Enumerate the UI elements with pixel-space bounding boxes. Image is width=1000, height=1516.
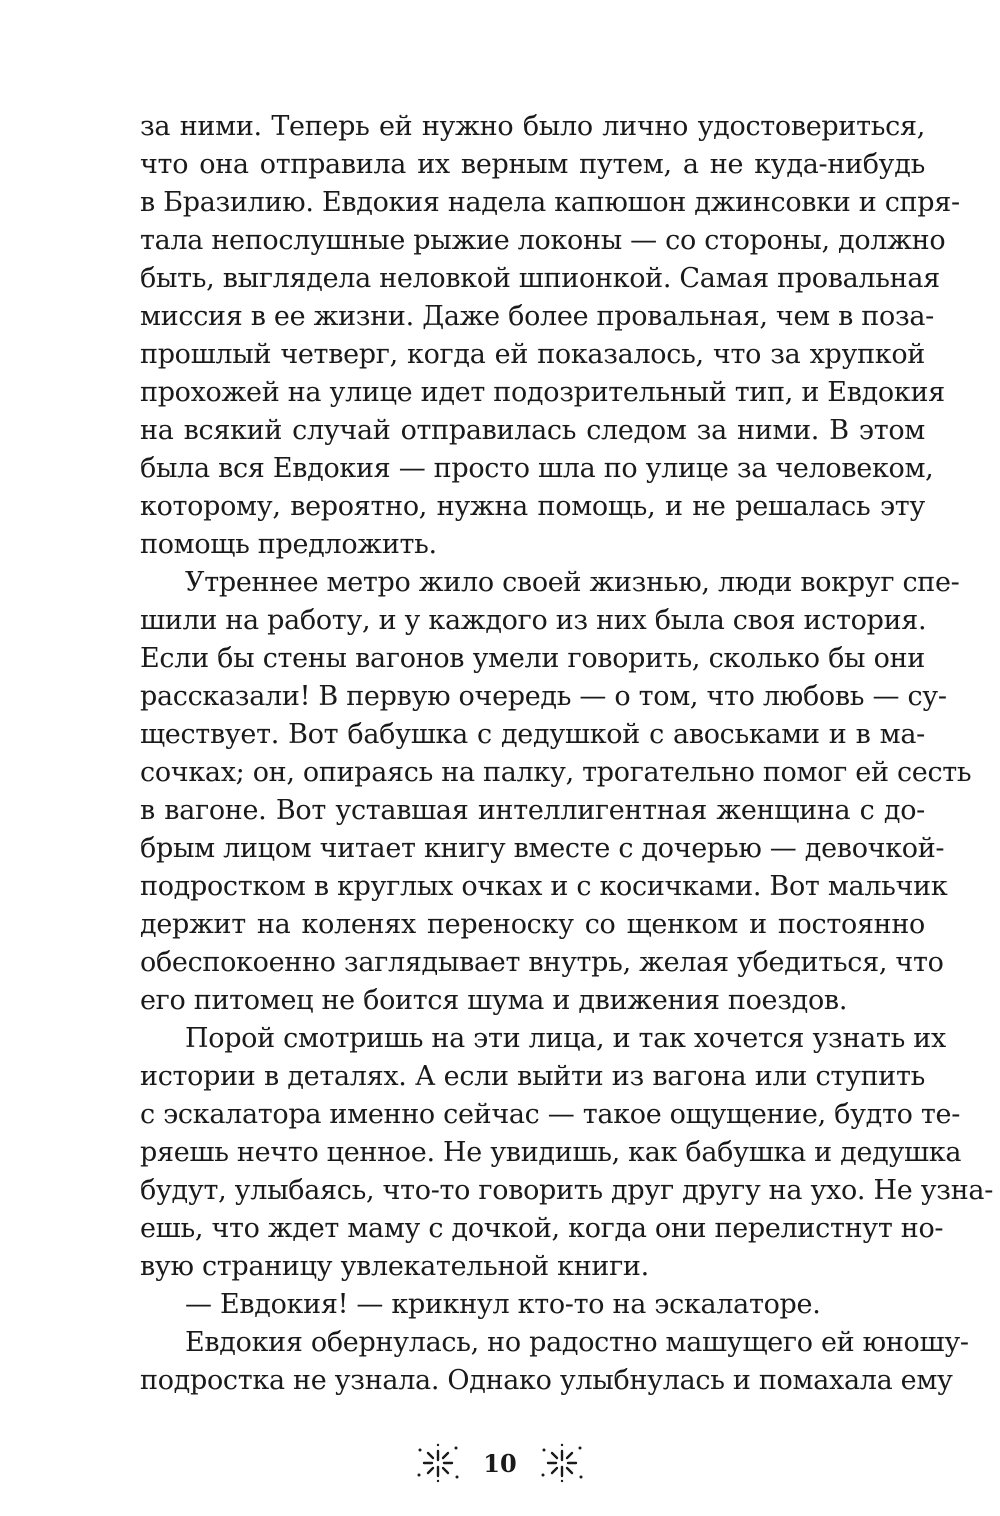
text-line: миссия в ее жизни. Даже более провальная, чем в поза- — [140, 301, 935, 332]
text-line: ешь, что ждет маму с дочкой, когда они перелистнут но- — [140, 1213, 944, 1244]
text-line: была вся Евдокия — просто шла по улице за человеком, — [140, 453, 934, 484]
text-line: вую страницу увлекательной книги. — [140, 1251, 649, 1282]
dialogue-line: — Евдокия! — крикнул кто-то на эскалаторе. — [185, 1289, 821, 1320]
paragraph-first-line: Порой смотришь на эти лица, и так хочется узнать их — [185, 1023, 946, 1054]
text-line: которому, вероятно, нужна помощь, и не решалась эту — [140, 491, 925, 522]
text-line: быть, выглядела неловкой шпионкой. Самая провальная — [140, 263, 940, 294]
text-line: подростка не узнала. Однако улыбнулась и помахала ему — [140, 1365, 953, 1396]
page-footer — [0, 1438, 1000, 1488]
text-line: прохожей на улице идет подозрительный тип, и Евдокия — [140, 377, 945, 408]
body-text — [140, 108, 994, 1400]
text-line: в Бразилию. Евдокия надела капюшон джинсовки и спря- — [140, 187, 960, 218]
text-line: что она отправила их верным путем, а не куда-нибудь — [140, 149, 925, 180]
text-line: будут, улыбаясь, что-то говорить друг другу на ухо. Не узна- — [140, 1175, 994, 1206]
text-line: истории в деталях. А если выйти из вагона или ступить — [140, 1061, 925, 1092]
text-line: прошлый четверг, когда ей показалось, что за хрупкой — [140, 339, 925, 370]
starburst-ornament-icon — [539, 1442, 585, 1484]
text-line: в вагоне. Вот уставшая интеллигентная женщина с до- — [140, 795, 925, 826]
text-line: помощь предложить. — [140, 529, 437, 560]
text-line: подростком в круглых очках и с косичками. Вот мальчик — [140, 871, 948, 902]
text-line: ряешь нечто ценное. Не увидишь, как бабушка и дедушка — [140, 1137, 962, 1168]
text-line: рассказали! В первую очередь — о том, что любовь — су- — [140, 681, 947, 712]
text-line: держит на коленях переноску со щенком и постоянно — [140, 909, 925, 940]
text-line: ществует. Вот бабушка с дедушкой с авоськами и в ма- — [140, 719, 925, 750]
page-number: 10 — [483, 1448, 517, 1478]
text-line: за ними. Теперь ей нужно было лично удостовериться, — [140, 111, 925, 142]
starburst-ornament-icon — [415, 1442, 461, 1484]
text-line: шили на работу, и у каждого из них была своя история. — [140, 605, 927, 636]
paragraph-first-line: Евдокия обернулась, но радостно машущего ей юношу- — [185, 1327, 969, 1358]
paragraph-first-line: Утреннее метро жило своей жизнью, люди вокруг спе- — [185, 567, 960, 598]
text-line: его питомец не боится шума и движения поездов. — [140, 985, 848, 1016]
text-line: с эскалатора именно сейчас — такое ощущение, будто те- — [140, 1099, 961, 1130]
text-line: обеспокоенно заглядывает внутрь, желая убедиться, что — [140, 947, 944, 978]
text-line: на всякий случай отправилась следом за ними. В этом — [140, 415, 925, 446]
text-line: брым лицом читает книгу вместе с дочерью — девочкой- — [140, 833, 945, 864]
text-line: тала непослушные рыжие локоны — со стороны, должно — [140, 225, 946, 256]
text-line: сочках; он, опираясь на палку, трогательно помог ей сесть — [140, 757, 972, 788]
text-line: Если бы стены вагонов умели говорить, сколько бы они — [140, 643, 925, 674]
